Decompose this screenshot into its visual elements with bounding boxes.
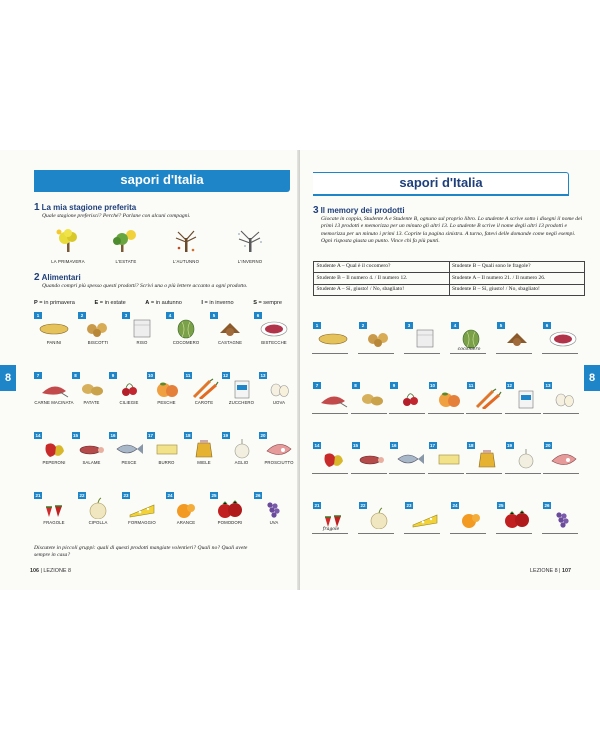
food-icon bbox=[188, 377, 220, 399]
handwritten-answer: cocomero bbox=[457, 347, 481, 352]
section-3-title: 3 Il memory dei prodotti bbox=[313, 205, 405, 216]
product-label: CIPOLLA bbox=[88, 520, 108, 525]
food-icon bbox=[38, 497, 70, 519]
memory-slot-8[interactable] bbox=[352, 382, 392, 416]
memory-slot-15[interactable] bbox=[352, 442, 392, 476]
item-number-badge: 18 bbox=[468, 443, 474, 448]
memory-slot-23[interactable] bbox=[405, 502, 445, 536]
food-icon bbox=[471, 447, 503, 469]
left-page bbox=[0, 150, 300, 590]
right-chapter-tab: 8 bbox=[584, 365, 600, 391]
season-spring: LA PRIMAVERA bbox=[46, 228, 90, 264]
food-icon bbox=[170, 317, 202, 339]
product-label: ARANCE bbox=[176, 520, 196, 525]
product-arance bbox=[166, 492, 206, 526]
item-number-badge: 26 bbox=[544, 503, 550, 508]
food-icon bbox=[433, 387, 465, 409]
product-castagne bbox=[210, 312, 250, 346]
item-number-badge: 22 bbox=[360, 503, 366, 508]
food-icon bbox=[433, 447, 465, 469]
legend-e: E = in estate bbox=[94, 300, 126, 306]
legend-i: I = in inverno bbox=[201, 300, 234, 306]
legend-p: P = in primavera bbox=[34, 300, 75, 306]
food-icon bbox=[226, 437, 258, 459]
product-label: AGLIO bbox=[234, 460, 249, 465]
memory-slot-10[interactable] bbox=[429, 382, 469, 416]
food-icon bbox=[258, 497, 290, 519]
answer-line[interactable] bbox=[389, 473, 425, 474]
food-icon bbox=[214, 497, 246, 519]
table-row bbox=[314, 273, 585, 284]
product-label: CASTAGNE bbox=[217, 340, 243, 345]
example-cell: Studente B – Sì, giusto! / No, sbagliato! bbox=[449, 284, 585, 295]
item-number-badge: 6 bbox=[254, 312, 262, 319]
food-icon bbox=[188, 437, 220, 459]
item-number-badge: 24 bbox=[167, 493, 173, 498]
food-icon bbox=[394, 447, 426, 469]
section-2-title: 2 Alimentari bbox=[34, 272, 81, 283]
memory-slot-13[interactable] bbox=[544, 382, 584, 416]
item-number-badge: 11 bbox=[185, 373, 191, 378]
food-icon bbox=[38, 317, 70, 339]
memory-slot-3[interactable] bbox=[405, 322, 445, 356]
summer-sun-icon bbox=[109, 228, 143, 254]
product-label: CILIEGIE bbox=[119, 400, 139, 405]
left-banner-title: sapori d'Italia bbox=[120, 172, 204, 187]
answer-line[interactable] bbox=[450, 353, 486, 354]
item-number-badge: 7 bbox=[313, 382, 321, 389]
food-icon bbox=[356, 447, 388, 469]
memory-slot-9[interactable] bbox=[390, 382, 430, 416]
answer-line[interactable] bbox=[358, 353, 394, 354]
answer-line[interactable] bbox=[450, 533, 486, 534]
left-footer: 106 | LEZIONE 8 bbox=[30, 568, 71, 574]
food-icon bbox=[317, 507, 349, 529]
item-number-badge: 3 bbox=[405, 322, 413, 329]
product-uva bbox=[254, 492, 294, 526]
product-cipolla bbox=[78, 492, 118, 526]
answer-line[interactable] bbox=[312, 353, 348, 354]
food-icon bbox=[548, 387, 580, 409]
item-number-badge: 21 bbox=[35, 493, 41, 498]
item-number-badge: 7 bbox=[34, 372, 42, 379]
answer-line[interactable] bbox=[312, 533, 348, 534]
food-icon bbox=[471, 387, 503, 409]
memory-slot-18[interactable] bbox=[467, 442, 507, 476]
food-icon bbox=[126, 497, 158, 519]
right-page bbox=[300, 150, 600, 590]
item-number-badge: 4 bbox=[166, 312, 174, 319]
table-row bbox=[314, 262, 585, 273]
right-footer: LEZIONE 8 | 107 bbox=[530, 568, 571, 574]
memory-slot-25[interactable] bbox=[497, 502, 537, 536]
item-number-badge: 2 bbox=[78, 312, 86, 319]
item-number-badge: 8 bbox=[352, 382, 360, 389]
memory-slot-20[interactable] bbox=[544, 442, 584, 476]
item-number-badge: 13 bbox=[545, 383, 551, 388]
product-label: BISCOTTI bbox=[87, 340, 109, 345]
season-legend bbox=[34, 300, 340, 306]
section-1-title: 1 La mia stagione preferita bbox=[34, 202, 137, 213]
product-label: UVA bbox=[269, 520, 279, 525]
food-icon bbox=[38, 377, 70, 399]
item-number-badge: 24 bbox=[452, 503, 458, 508]
item-number-badge: 10 bbox=[147, 373, 153, 378]
example-cell: Studente A – Sì, giusto! / No, sbagliato! bbox=[314, 284, 450, 295]
item-number-badge: 16 bbox=[110, 433, 116, 438]
answer-line[interactable] bbox=[358, 533, 394, 534]
product-label: PROSCIUTTO bbox=[264, 460, 294, 465]
product-label: COCOMERO bbox=[172, 340, 200, 345]
product-bistecche bbox=[254, 312, 294, 346]
answer-line[interactable] bbox=[466, 413, 502, 414]
item-number-badge: 12 bbox=[222, 373, 228, 378]
product-formaggio bbox=[122, 492, 162, 526]
food-icon bbox=[356, 387, 388, 409]
answer-line[interactable] bbox=[404, 533, 440, 534]
product-label: BURRO bbox=[158, 460, 175, 465]
item-number-badge: 4 bbox=[451, 322, 459, 329]
answer-line[interactable] bbox=[312, 473, 348, 474]
dialogue-examples-table bbox=[313, 261, 585, 296]
section-1-instruction: Quale stagione preferisci? Perché? Parlane con alcuni compagni. bbox=[42, 213, 191, 219]
answer-line[interactable] bbox=[496, 353, 532, 354]
food-icon bbox=[38, 437, 70, 459]
memory-slot-17[interactable] bbox=[429, 442, 469, 476]
winter-tree-icon bbox=[233, 228, 267, 254]
product-riso bbox=[122, 312, 162, 346]
food-icon bbox=[409, 507, 441, 529]
product-label: UOVA bbox=[272, 400, 286, 405]
product-label: POMODORI bbox=[217, 520, 243, 525]
item-number-badge: 5 bbox=[497, 322, 505, 329]
example-cell: Studente B – Il numero 4. / Il numero 12. bbox=[314, 273, 450, 284]
right-banner bbox=[313, 172, 569, 194]
memory-slot-4[interactable] bbox=[451, 322, 491, 356]
food-icon bbox=[317, 327, 349, 349]
food-icon bbox=[113, 377, 145, 399]
item-number-badge: 20 bbox=[260, 433, 266, 438]
item-number-badge: 9 bbox=[109, 372, 117, 379]
food-icon bbox=[76, 377, 108, 399]
answer-line[interactable] bbox=[505, 413, 541, 414]
item-number-badge: 26 bbox=[255, 493, 261, 498]
item-number-badge: 2 bbox=[359, 322, 367, 329]
item-number-badge: 23 bbox=[123, 493, 129, 498]
product-label: PATATE bbox=[83, 400, 100, 405]
product-label: PANINI bbox=[46, 340, 62, 345]
item-number-badge: 21 bbox=[314, 503, 320, 508]
item-number-badge: 3 bbox=[122, 312, 130, 319]
answer-line[interactable] bbox=[496, 533, 532, 534]
product-label: BISTECCHE bbox=[261, 340, 287, 345]
memory-slot-5[interactable] bbox=[497, 322, 537, 356]
item-number-badge: 19 bbox=[222, 433, 228, 438]
product-label: CARNE MACINATA bbox=[34, 400, 74, 405]
memory-slot-22[interactable] bbox=[359, 502, 399, 536]
left-banner bbox=[34, 170, 290, 192]
food-icon bbox=[113, 437, 145, 459]
section-3-instruction: Giocate in coppia, Studente A e Studente B, ognuno sul proprio libro. Lo studente A scrive sotto i disegni il nome dei primi 13 prodotti e memorizza per un minuto gli altri 13. Lo studente B scrive il nome degli altri 13 prodotti e memorizza per un minuto i primi 13. Coprite la pagina sinistra. A turno, fatevi delle domande come negli esempi. Ogni risposta giusta un punto. Vince chi fa più punti. bbox=[321, 216, 583, 245]
food-icon bbox=[409, 327, 441, 349]
example-cell: Studente B – Quali sono le fragole? bbox=[449, 262, 585, 273]
autumn-tree-icon bbox=[169, 228, 203, 254]
food-icon bbox=[317, 387, 349, 409]
product-label: RISO bbox=[136, 340, 148, 345]
food-icon bbox=[263, 437, 295, 459]
memory-slot-7[interactable] bbox=[313, 382, 353, 416]
answer-line[interactable] bbox=[404, 353, 440, 354]
item-number-badge: 8 bbox=[72, 372, 80, 379]
item-number-badge: 16 bbox=[391, 443, 397, 448]
textbook-spread bbox=[0, 150, 600, 590]
product-prosciutto bbox=[259, 432, 299, 466]
item-number-badge: 23 bbox=[406, 503, 412, 508]
product-fragole bbox=[34, 492, 74, 526]
season-summer: L'ESTATE bbox=[104, 228, 148, 264]
item-number-badge: 19 bbox=[506, 443, 512, 448]
food-icon bbox=[394, 387, 426, 409]
food-icon bbox=[363, 507, 395, 529]
food-icon bbox=[82, 317, 114, 339]
memory-slot-16[interactable] bbox=[390, 442, 430, 476]
memory-slot-2[interactable] bbox=[359, 322, 399, 356]
item-number-badge: 5 bbox=[210, 312, 218, 319]
memory-slot-26[interactable] bbox=[543, 502, 583, 536]
item-number-badge: 6 bbox=[543, 322, 551, 329]
food-icon bbox=[510, 447, 542, 469]
answer-line[interactable] bbox=[543, 473, 579, 474]
right-banner-underline bbox=[313, 194, 569, 196]
memory-slot-21[interactable] bbox=[313, 502, 353, 536]
product-uova bbox=[259, 372, 299, 406]
answer-line[interactable] bbox=[543, 413, 579, 414]
food-icon bbox=[548, 447, 580, 469]
answer-line[interactable] bbox=[351, 413, 387, 414]
product-label: SALAME bbox=[82, 460, 101, 465]
item-number-badge: 9 bbox=[390, 382, 398, 389]
product-label: PESCE bbox=[121, 460, 137, 465]
item-number-badge: 1 bbox=[34, 312, 42, 319]
item-number-badge: 14 bbox=[35, 433, 41, 438]
answer-line[interactable] bbox=[312, 413, 348, 414]
product-cocomero bbox=[166, 312, 206, 346]
item-number-badge: 12 bbox=[506, 383, 512, 388]
food-icon bbox=[226, 377, 258, 399]
food-icon bbox=[214, 317, 246, 339]
food-icon bbox=[510, 387, 542, 409]
left-chapter-tab: 8 bbox=[0, 365, 16, 391]
food-icon bbox=[547, 507, 579, 529]
product-label: PESCHE bbox=[157, 400, 176, 405]
handwritten-answer: fragole bbox=[322, 527, 340, 532]
food-icon bbox=[76, 437, 108, 459]
memory-slot-14[interactable] bbox=[313, 442, 353, 476]
food-icon bbox=[263, 377, 295, 399]
food-icon bbox=[151, 437, 183, 459]
item-number-badge: 17 bbox=[147, 433, 153, 438]
item-number-badge: 18 bbox=[185, 433, 191, 438]
answer-line[interactable] bbox=[505, 473, 541, 474]
product-label: PEPERONI bbox=[42, 460, 66, 465]
section-2-instruction: Quando compri più spesso questi prodotti? Scrivi una o più lettere accanto a ogni prodotto. bbox=[42, 283, 248, 289]
item-number-badge: 1 bbox=[313, 322, 321, 329]
answer-line[interactable] bbox=[351, 473, 387, 474]
product-biscotti bbox=[78, 312, 118, 346]
item-number-badge: 15 bbox=[72, 433, 78, 438]
memory-slot-1[interactable] bbox=[313, 322, 353, 356]
food-icon bbox=[501, 507, 533, 529]
example-cell: Studente A – Il numero 21. / Il numero 26. bbox=[449, 273, 585, 284]
memory-slot-6[interactable] bbox=[543, 322, 583, 356]
season-winter: L'INVERNO bbox=[228, 228, 272, 264]
memory-slot-11[interactable] bbox=[467, 382, 507, 416]
answer-line[interactable] bbox=[428, 413, 464, 414]
item-number-badge: 11 bbox=[468, 383, 474, 388]
memory-slot-12[interactable] bbox=[506, 382, 546, 416]
legend-s: S = sempre bbox=[253, 300, 282, 306]
item-number-badge: 10 bbox=[429, 383, 435, 388]
season-autumn: L'AUTUNNO bbox=[164, 228, 208, 264]
food-icon bbox=[82, 497, 114, 519]
product-pomodori bbox=[210, 492, 250, 526]
item-number-badge: 15 bbox=[352, 443, 358, 448]
memory-slot-24[interactable] bbox=[451, 502, 491, 536]
food-icon bbox=[547, 327, 579, 349]
memory-slot-19[interactable] bbox=[506, 442, 546, 476]
food-icon bbox=[455, 327, 487, 349]
product-label: CAROTE bbox=[194, 400, 214, 405]
item-number-badge: 25 bbox=[498, 503, 504, 508]
food-icon bbox=[317, 447, 349, 469]
item-number-badge: 22 bbox=[79, 493, 85, 498]
food-icon bbox=[363, 327, 395, 349]
item-number-badge: 20 bbox=[545, 443, 551, 448]
item-number-badge: 14 bbox=[314, 443, 320, 448]
product-label: ZUCCHERO bbox=[228, 400, 255, 405]
product-label: FRAGOLE bbox=[43, 520, 65, 525]
product-label: MIELE bbox=[197, 460, 211, 465]
food-icon bbox=[170, 497, 202, 519]
item-number-badge: 13 bbox=[260, 373, 266, 378]
discussion-prompt: Discutete in piccoli gruppi: quali di questi prodotti mangiate volentieri? Quali no? Quali avete sempre in casa? bbox=[34, 545, 248, 559]
product-panini bbox=[34, 312, 74, 346]
item-number-badge: 25 bbox=[211, 493, 217, 498]
food-icon bbox=[501, 327, 533, 349]
food-icon bbox=[455, 507, 487, 529]
food-icon bbox=[258, 317, 290, 339]
answer-line[interactable] bbox=[466, 473, 502, 474]
item-number-badge: 17 bbox=[429, 443, 435, 448]
food-icon bbox=[126, 317, 158, 339]
answer-line[interactable] bbox=[542, 533, 578, 534]
example-cell: Studente A – Qual è il cocomero? bbox=[314, 262, 450, 273]
spring-tree-icon bbox=[51, 228, 85, 254]
table-row bbox=[314, 284, 585, 295]
product-label: FORMAGGIO bbox=[128, 520, 156, 525]
answer-line[interactable] bbox=[428, 473, 464, 474]
right-banner-title: sapori d'Italia bbox=[399, 175, 483, 190]
food-icon bbox=[151, 377, 183, 399]
answer-line[interactable] bbox=[542, 353, 578, 354]
legend-a: A = in autunno bbox=[145, 300, 182, 306]
answer-line[interactable] bbox=[389, 413, 425, 414]
